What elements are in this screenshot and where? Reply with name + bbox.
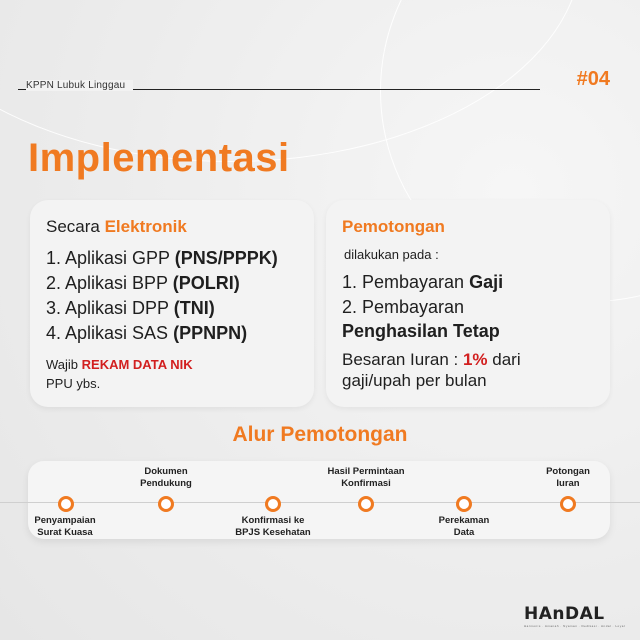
nik-highlight: REKAM DATA NIK	[81, 357, 193, 372]
electronic-apps-card	[30, 200, 314, 407]
rate-text-line2: gaji/upah per bulan	[342, 371, 487, 390]
card-title: Pemotongan	[342, 217, 445, 236]
flow-node	[358, 496, 374, 512]
flow-step-label: Konfirmasi ke BPJS Kesehatan	[235, 515, 311, 538]
nik-note-suffix: PPU ybs.	[46, 376, 101, 391]
flow-node	[158, 496, 174, 512]
logo-text: HAnDAL	[524, 604, 605, 624]
flow-step-label: Dokumen Pendukung	[140, 466, 192, 489]
page-number: #04	[576, 68, 610, 90]
rate-text: Besaran Iuran : 1% dari	[342, 350, 521, 369]
flow-node	[456, 496, 472, 512]
flow-step-label: Hasil Permintaan Konfirmasi	[327, 466, 405, 489]
list-item-bold: Penghasilan Tetap	[342, 321, 500, 341]
flow-node	[58, 496, 74, 512]
page-title: Implementasi	[28, 136, 290, 180]
nik-note: Wajib REKAM DATA NIK	[46, 357, 193, 372]
list-item: 1. Pembayaran Gaji	[342, 272, 504, 292]
list-item: 1. Aplikasi GPP (PNS/PPPK)	[46, 248, 278, 268]
list-item: 2. Aplikasi BPP (POLRI)	[46, 273, 240, 293]
list-item: 2. Pembayaran	[342, 297, 465, 317]
card-intro: Secara Elektronik	[46, 217, 187, 236]
flow-step-label: Perekaman Data	[438, 515, 490, 538]
intro-highlight: Elektronik	[104, 217, 187, 236]
flow-title: Alur Pemotongan	[232, 423, 408, 446]
flow-node	[560, 496, 576, 512]
logo-tagline: Harmonis · Amanah · Nyaman · Dedikasi · Andal · Loyal	[524, 624, 626, 628]
flow-node	[265, 496, 281, 512]
list-item: 4. Aplikasi SAS (PPNPN)	[46, 323, 248, 343]
rate-value: 1%	[462, 350, 488, 369]
flow-step-label: Penyampaian Surat Kuasa	[34, 515, 96, 538]
office-name: KPPN Lubuk Linggau	[26, 80, 133, 91]
handal-logo	[524, 604, 626, 628]
list-item: 3. Aplikasi DPP (TNI)	[46, 298, 215, 318]
flow-line	[0, 502, 640, 503]
deduction-card	[326, 200, 610, 407]
card-subtitle: dilakukan pada :	[344, 247, 439, 262]
flow-step-label: Potongan Iuran	[546, 466, 590, 489]
